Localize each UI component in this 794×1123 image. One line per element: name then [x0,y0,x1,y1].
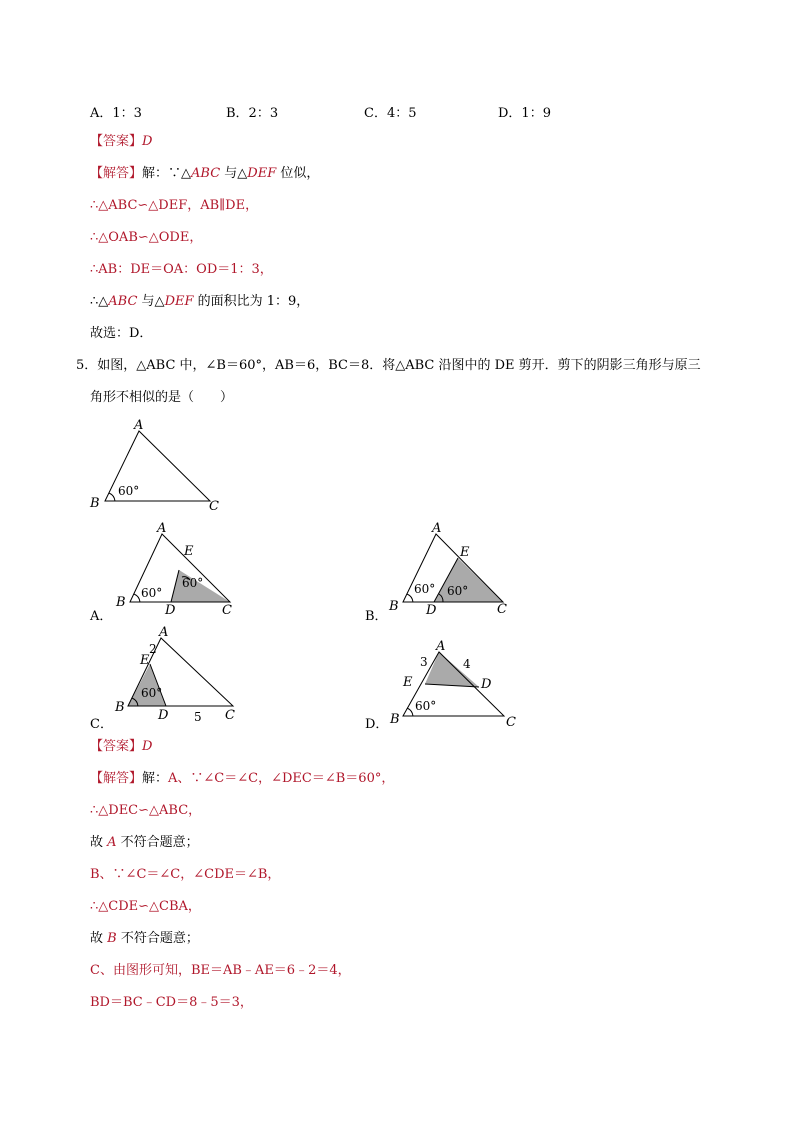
svg-text:E: E [460,545,470,560]
q4-solution-line4: ∴AB：DE＝OA：OD＝1：3， [90,262,273,277]
svg-text:D: D [158,708,169,722]
svg-text:B: B [90,496,100,511]
svg-text:B: B [389,599,399,614]
option-b: B．2：3 [226,106,279,121]
q4-solution-line2: ∴△ABC∽△DEF，AB∥DE， [90,198,259,213]
option-a: A．1：3 [90,106,142,121]
svg-text:C: C [497,602,507,617]
svg-text:C: C [506,715,516,730]
svg-text:E: E [140,653,150,668]
svg-text:E: E [184,544,194,559]
solution-tag: 【解答】 [90,166,143,181]
svg-text:3: 3 [420,655,428,669]
svg-text:B: B [116,595,126,610]
choice-d-figure [385,632,525,732]
choice-b-label: B． [365,609,388,624]
svg-text:C: C [209,499,219,514]
q5-solution-line4: B、∵∠C＝∠C，∠CDE＝∠B， [90,867,281,882]
svg-text:D: D [481,677,492,692]
choice-c-figure [110,622,250,722]
svg-text:5: 5 [194,710,202,722]
answer-tag: 【答案】 [90,134,143,149]
svg-text:E: E [403,675,413,690]
q4-answer [90,133,152,151]
q5-answer: 【答案】D [90,739,153,754]
svg-text:60°: 60° [414,582,436,596]
q4-solution-line3: ∴△OAB∽△ODE， [90,230,203,245]
svg-text:60°: 60° [447,584,469,598]
option-c: C．4：5 [364,106,417,121]
svg-text:B: B [390,712,400,727]
svg-text:60°: 60° [118,484,140,498]
svg-text:60°: 60° [141,686,163,700]
q4-solution-line1: 【解答】解：∵△ABC 与△DEF 位似， [90,166,320,181]
svg-text:60°: 60° [141,586,163,600]
q5-solution-line6: 故 B 不符合题意； [90,931,199,946]
svg-text:C: C [222,603,232,618]
svg-text:60°: 60° [182,576,204,590]
choice-b-figure [385,520,525,620]
q4-solution-line5: ∴△ABC 与△DEF 的面积比为 1：9， [90,294,310,309]
answer-value: D [142,134,153,149]
q5-solution-line7: C、由图形可知，BE＝AB﹣AE＝6﹣2＝4， [90,963,351,978]
svg-text:4: 4 [463,657,471,671]
q5-solution-line2: ∴△DEC∽△ABC， [90,803,202,818]
q5-solution-line8: BD＝BC﹣CD＝8﹣5＝3， [90,995,253,1010]
svg-text:A: A [159,625,169,640]
svg-text:60°: 60° [415,699,437,713]
svg-text:A: A [432,521,442,536]
svg-text:A: A [134,418,144,433]
q5-solution-line1: 【解答】解：A、∵∠C＝∠C，∠DEC＝∠B＝60°， [90,771,395,786]
choice-c-label: C． [90,717,113,732]
choice-a-figure [110,520,250,620]
choice-d-label: D． [365,717,389,732]
choice-a-label: A． [90,609,113,624]
svg-text:D: D [426,603,437,618]
option-d: D．1：9 [498,106,551,121]
svg-text:A: A [436,639,446,654]
q5-solution-line5: ∴△CDE∽△CBA， [90,899,201,914]
q5-stem-line1: 5．如图，△ABC 中，∠B＝60°，AB＝6，BC＝8．将△ABC 沿图中的 DE 剪开．剪下的阴影三角形与原三 [76,358,701,373]
q4-solution-line6: 故选：D． [90,326,153,341]
main-triangle-figure [85,415,245,515]
svg-text:C: C [225,708,235,722]
svg-text:D: D [165,603,176,618]
q5-solution-line3: 故 A 不符合题意； [90,835,199,850]
svg-text:B: B [115,700,125,715]
svg-text:A: A [157,521,167,536]
svg-text:2: 2 [149,642,157,656]
q5-stem-line2: 角形不相似的是（ ） [90,390,234,405]
